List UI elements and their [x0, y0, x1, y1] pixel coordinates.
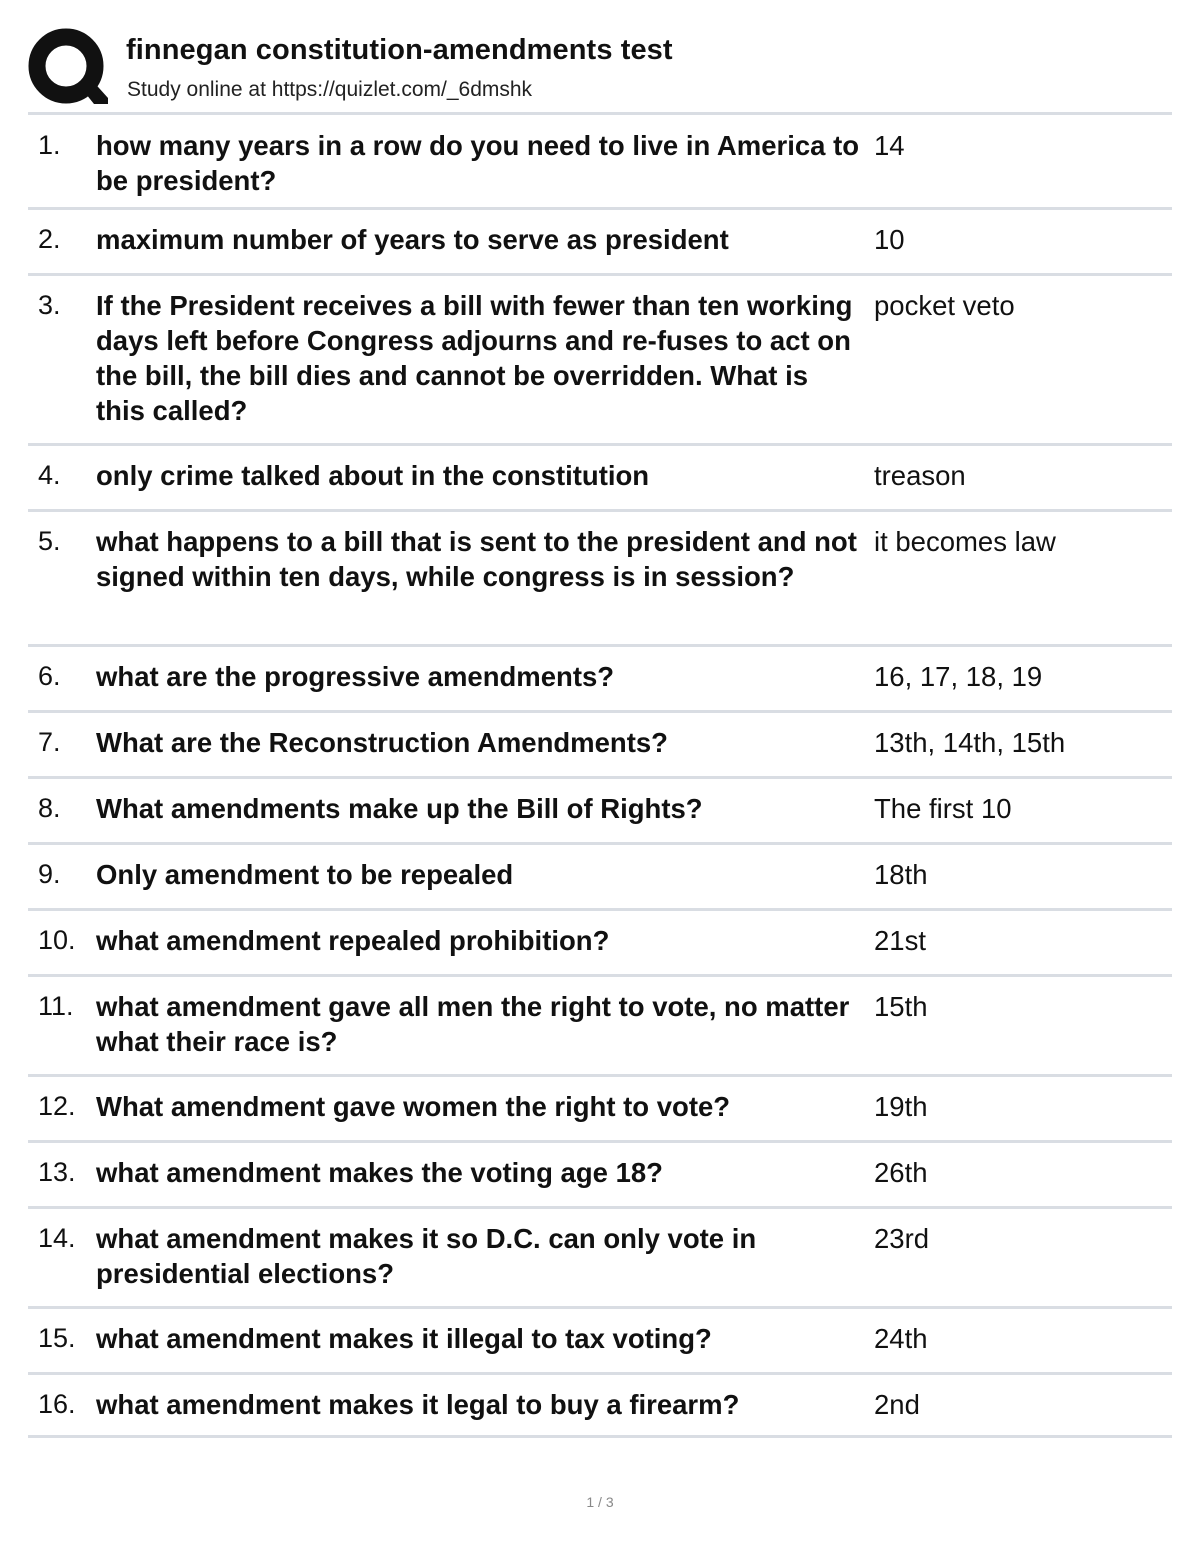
flashcard-row	[28, 1074, 1172, 1140]
item-definition: The first 10	[874, 793, 1012, 824]
quizlet-logo-icon	[28, 28, 108, 108]
item-number: 16.	[38, 1389, 76, 1419]
page-number: 1 / 3	[586, 1494, 614, 1510]
item-definition: treason	[874, 460, 966, 491]
item-definition: 23rd	[874, 1223, 930, 1254]
item-term: what amendment repealed prohibition?	[96, 925, 610, 956]
item-number: 3.	[38, 290, 61, 320]
item-definition: 16, 17, 18, 19	[874, 661, 1043, 692]
item-definition: 10	[874, 224, 905, 255]
item-number: 1.	[38, 130, 61, 160]
flashcard-row	[28, 443, 1172, 509]
item-number: 6.	[38, 661, 61, 691]
item-definition: 18th	[874, 859, 928, 890]
flashcard-row	[28, 509, 1172, 644]
item-definition: 13th, 14th, 15th	[874, 727, 1066, 758]
flashcard-row	[28, 776, 1172, 842]
flashcard-row	[28, 1306, 1172, 1372]
item-definition: 21st	[874, 925, 926, 956]
item-number: 14.	[38, 1223, 76, 1253]
page-title: finnegan constitution-amendments test	[126, 34, 673, 66]
item-term: only crime talked about in the constitution	[96, 460, 650, 491]
flashcard-row	[28, 908, 1172, 974]
item-number: 9.	[38, 859, 61, 889]
item-number: 4.	[38, 460, 61, 490]
item-definition: it becomes law	[874, 526, 1056, 557]
item-definition: 26th	[874, 1157, 928, 1188]
item-definition: 2nd	[874, 1389, 920, 1420]
flashcard-row	[28, 842, 1172, 908]
flashcard-row	[28, 273, 1172, 443]
item-term: what amendment makes it legal to buy a firearm?	[96, 1389, 740, 1420]
item-term: how many years in a row do you need to live in America to be president?	[96, 130, 860, 196]
flashcard-row	[28, 710, 1172, 776]
item-term: what happens to a bill that is sent to the president and not signed within ten days, while congress is in session?	[96, 526, 857, 592]
item-term: What are the Reconstruction Amendments?	[96, 727, 668, 758]
item-term: what amendment makes the voting age 18?	[96, 1157, 663, 1188]
item-term: maximum number of years to serve as president	[96, 224, 729, 255]
flashcard-row	[28, 644, 1172, 710]
item-number: 7.	[38, 727, 61, 757]
item-definition: 15th	[874, 991, 928, 1022]
flashcard-list	[28, 112, 1172, 1438]
study-link-text: Study online at https://quizlet.com/_6dmshk	[127, 78, 533, 101]
item-number: 13.	[38, 1157, 76, 1187]
item-number: 2.	[38, 224, 61, 254]
item-number: 12.	[38, 1091, 76, 1121]
item-definition: 24th	[874, 1323, 928, 1354]
item-definition: 19th	[874, 1091, 928, 1122]
flashcard-row	[28, 1206, 1172, 1306]
item-term: what amendment makes it so D.C. can only vote in presidential elections?	[96, 1223, 757, 1289]
item-definition: 14	[874, 130, 905, 161]
flashcard-row	[28, 207, 1172, 273]
item-definition: pocket veto	[874, 290, 1015, 321]
item-number: 5.	[38, 526, 61, 556]
item-number: 11.	[38, 991, 74, 1021]
flashcard-row	[28, 1372, 1172, 1438]
item-number: 15.	[38, 1323, 76, 1353]
item-term: what are the progressive amendments?	[96, 661, 615, 692]
flashcard-row	[28, 1140, 1172, 1206]
item-term: Only amendment to be repealed	[96, 859, 514, 890]
item-number: 8.	[38, 793, 61, 823]
item-number: 10.	[38, 925, 76, 955]
item-term: What amendments make up the Bill of Rights?	[96, 793, 703, 824]
item-term: What amendment gave women the right to vote?	[96, 1091, 731, 1122]
page-header	[28, 28, 1172, 112]
item-term: what amendment gave all men the right to vote, no matter what their race is?	[96, 991, 850, 1057]
item-term: If the President receives a bill with fewer than ten working days left before Congress adjourns and re-fuses to act on the bill, the bill dies and cannot be overridden. What is this called?	[96, 290, 853, 426]
flashcard-row	[28, 974, 1172, 1074]
item-term: what amendment makes it illegal to tax voting?	[96, 1323, 712, 1354]
flashcard-row	[28, 112, 1172, 207]
